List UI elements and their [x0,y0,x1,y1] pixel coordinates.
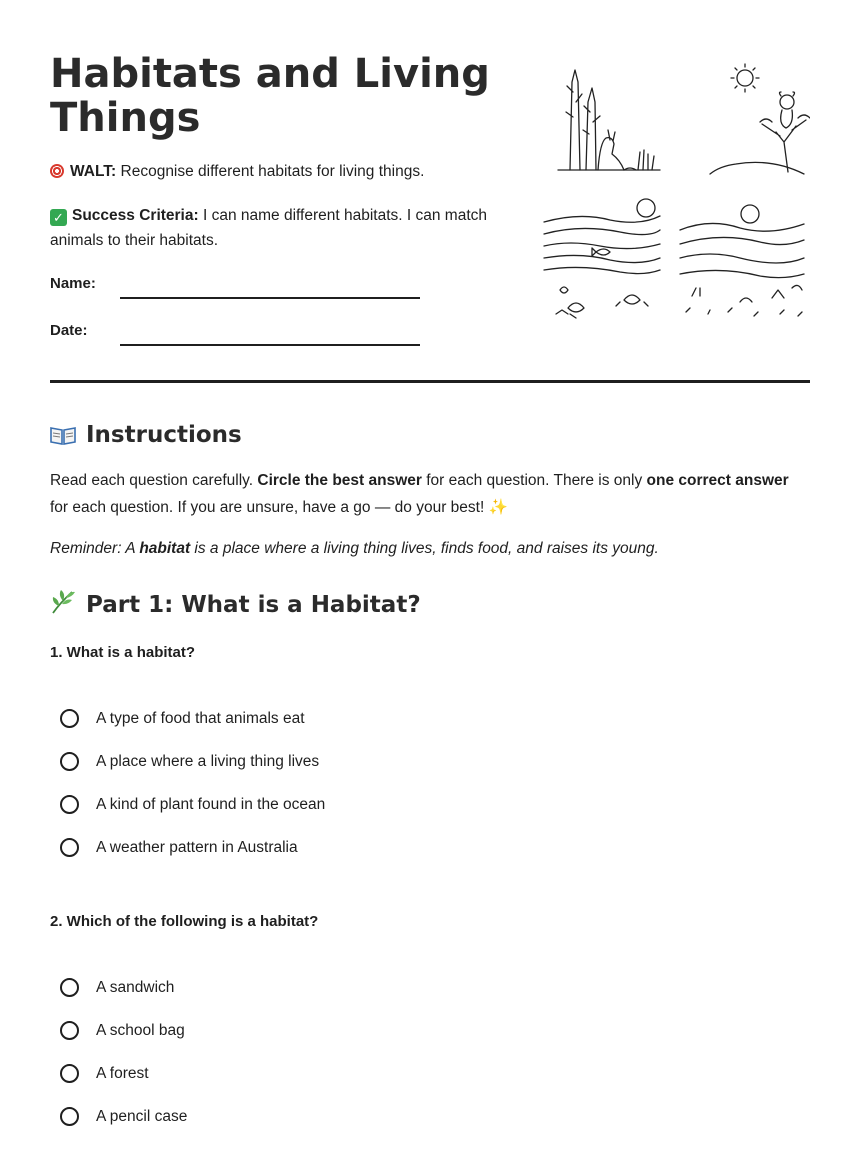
radio-circle[interactable] [60,1107,79,1126]
koala-tree-drawing [710,64,810,174]
option-label: A sandwich [96,979,175,996]
habitats-illustration [540,62,810,324]
success-criteria [50,203,500,253]
radio-circle[interactable] [60,1064,79,1083]
answer-option[interactable] [60,1062,187,1105]
ocean-scene-drawing [544,199,660,318]
radio-circle[interactable] [60,838,79,857]
name-write-line[interactable] [120,297,420,299]
instructions-heading-text: Instructions [86,422,242,448]
instructions-bold-1: Circle the best answer [257,472,422,489]
header-divider [50,380,810,383]
instructions-bold-2: one correct answer [646,472,789,489]
target-icon [50,164,64,178]
option-label: A kind of plant found in the ocean [96,796,326,813]
instructions-heading [50,422,242,451]
radio-circle[interactable] [60,795,79,814]
option-label: A school bag [96,1022,185,1039]
name-label: Name: [50,275,96,292]
option-label: A pencil case [96,1108,188,1125]
open-book-icon [50,425,76,451]
question-1-options [60,707,325,879]
herb-leaf-icon [50,589,76,621]
reminder-text-1: Reminder: A [50,540,140,557]
worksheet-header [50,0,810,384]
walt-label: WALT: [70,163,117,180]
instructions-text-1: Read each question carefully. [50,472,258,489]
answer-option[interactable] [60,836,325,879]
radio-circle[interactable] [60,752,79,771]
answer-option[interactable] [60,1105,187,1148]
question-1-prompt: 1. What is a habitat? [50,644,196,661]
question-2-prompt: 2. Which of the following is a habitat? [50,913,319,930]
answer-option[interactable] [60,793,325,836]
instructions-text-2: for each question. There is only [421,472,647,489]
reminder-bold: habitat [139,540,191,557]
answer-option[interactable] [60,707,325,750]
answer-option[interactable] [60,1019,187,1062]
page-title: Habitats and Living Things [50,51,490,141]
worksheet [50,0,810,1125]
name-field[interactable] [50,275,420,305]
radio-circle[interactable] [60,1021,79,1040]
radio-circle[interactable] [60,978,79,997]
answer-option[interactable] [60,750,325,793]
bush-scene-drawing [558,70,660,170]
option-label: A place where a living thing lives [96,753,320,770]
reminder-text-2: is a place where a living thing lives, finds food, and raises its young. [190,540,659,557]
option-label: A type of food that animals eat [96,710,305,727]
part1-heading-text: Part 1: What is a Habitat? [86,592,421,618]
date-write-line[interactable] [120,344,420,346]
check-mark-icon: ✓ [50,209,67,226]
question-2-options [60,976,187,1148]
desert-scene-drawing [680,205,804,316]
answer-option[interactable] [60,976,187,1019]
habitat-reminder [50,536,810,562]
criteria-label: Success Criteria: [72,207,199,224]
date-label: Date: [50,322,88,339]
option-label: A weather pattern in Australia [96,839,298,856]
date-field[interactable] [50,322,420,352]
instructions-paragraph [50,468,810,521]
part1-heading [50,589,421,621]
radio-circle[interactable] [60,709,79,728]
walt-line [50,161,520,183]
criteria-text: I can name different habitats. I can match animals to their habitats. [50,207,488,249]
instructions-text-3: for each question. If you are unsure, have a go — do your best! [50,499,489,516]
walt-text: Recognise different habitats for living things. [116,163,425,180]
sparkle-star-icon: ✨ [488,498,508,516]
option-label: A forest [96,1065,149,1082]
